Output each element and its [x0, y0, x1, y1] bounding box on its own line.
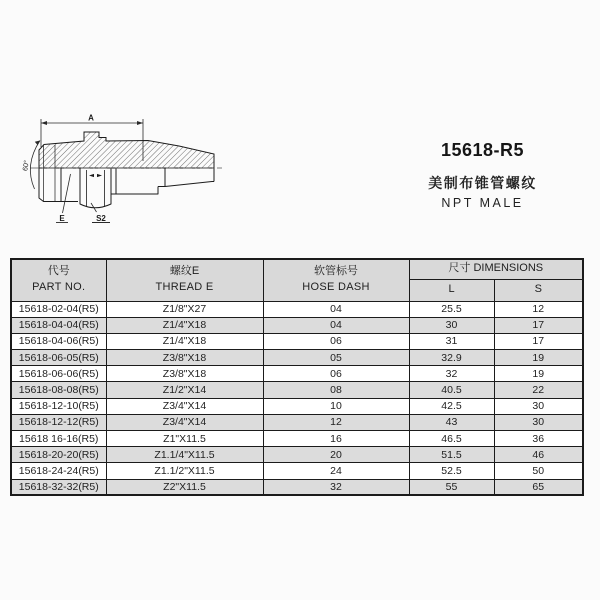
- cell-l: 32.9: [409, 350, 494, 366]
- cell-s: 30: [494, 414, 583, 430]
- cell-thread: Z1/4"X18: [106, 333, 263, 349]
- cell-s: 17: [494, 317, 583, 333]
- cell-hose-dash: 05: [263, 350, 409, 366]
- table-row: [11, 431, 583, 447]
- cell-thread: Z3/4"X14: [106, 398, 263, 414]
- cell-thread: Z3/4"X14: [106, 414, 263, 430]
- cell-hose-dash: 06: [263, 333, 409, 349]
- cell-hose-dash: 08: [263, 382, 409, 398]
- part-model-title: 15618-R5: [440, 140, 525, 160]
- cell-hose-dash: 24: [263, 463, 409, 479]
- table-row: [11, 398, 583, 414]
- cell-part-no: 15618-06-06(R5): [11, 366, 106, 382]
- cell-l: 55: [409, 479, 494, 495]
- cell-l: 43: [409, 414, 494, 430]
- col-header-part-no: [11, 259, 106, 301]
- cell-hose-dash: 16: [263, 431, 409, 447]
- table-row: [11, 382, 583, 398]
- cell-hose-dash: 06: [263, 366, 409, 382]
- cell-l: 32: [409, 366, 494, 382]
- table-row: [11, 447, 583, 463]
- cell-part-no: 15618-06-05(R5): [11, 350, 106, 366]
- col-header-thread-en: THREAD E: [155, 281, 214, 294]
- cell-s: 65: [494, 479, 583, 495]
- cell-thread: Z1/2"X14: [106, 382, 263, 398]
- spec-table-header: [11, 259, 583, 301]
- cell-thread: Z3/8"X18: [106, 366, 263, 382]
- cell-s: 46: [494, 447, 583, 463]
- table-row: [11, 366, 583, 382]
- cell-l: 52.5: [409, 463, 494, 479]
- col-header-s: S: [494, 279, 583, 301]
- cell-part-no: 15618 16-16(R5): [11, 431, 106, 447]
- cell-part-no: 15618-04-06(R5): [11, 333, 106, 349]
- cell-s: 12: [494, 301, 583, 317]
- cell-s: 19: [494, 366, 583, 382]
- cell-l: 40.5: [409, 382, 494, 398]
- cell-thread: Z2"X11.5: [106, 479, 263, 495]
- cell-s: 22: [494, 382, 583, 398]
- col-header-dimensions: 尺寸 DIMENSIONS: [409, 259, 583, 279]
- cell-part-no: 15618-20-20(R5): [11, 447, 106, 463]
- table-row: [11, 479, 583, 495]
- fitting-technical-drawing: [18, 103, 233, 235]
- cell-part-no: 15618-12-12(R5): [11, 414, 106, 430]
- title-block: [385, 140, 580, 210]
- cell-l: 42.5: [409, 398, 494, 414]
- cell-s: 19: [494, 350, 583, 366]
- cell-s: 30: [494, 398, 583, 414]
- cell-thread: Z3/8"X18: [106, 350, 263, 366]
- table-row: [11, 414, 583, 430]
- table-row: [11, 350, 583, 366]
- cell-hose-dash: 20: [263, 447, 409, 463]
- cell-part-no: 15618-02-04(R5): [11, 301, 106, 317]
- cell-part-no: 15618-24-24(R5): [11, 463, 106, 479]
- cell-s: 17: [494, 333, 583, 349]
- hex-size-arrows: [89, 174, 102, 177]
- thread-label: E: [59, 214, 65, 223]
- cell-l: 46.5: [409, 431, 494, 447]
- cell-hose-dash: 04: [263, 317, 409, 333]
- table-row: [11, 333, 583, 349]
- cell-thread: Z1.1/4"X11.5: [106, 447, 263, 463]
- table-row: [11, 301, 583, 317]
- cell-hose-dash: 04: [263, 301, 409, 317]
- table-row: [11, 463, 583, 479]
- col-header-hose-en: HOSE DASH: [302, 281, 370, 294]
- cell-thread: Z1"X11.5: [106, 431, 263, 447]
- hex-label: S2: [96, 214, 106, 223]
- cell-s: 50: [494, 463, 583, 479]
- cell-l: 51.5: [409, 447, 494, 463]
- cell-s: 36: [494, 431, 583, 447]
- col-header-part-no-cn: 代号: [47, 265, 70, 278]
- col-header-l: L: [409, 279, 494, 301]
- col-header-hose-cn: 软管标号: [314, 265, 358, 278]
- cell-l: 25.5: [409, 301, 494, 317]
- cell-thread: Z1/8"X27: [106, 301, 263, 317]
- cell-part-no: 15618-04-04(R5): [11, 317, 106, 333]
- cell-l: 30: [409, 317, 494, 333]
- col-header-thread-cn: 螺纹E: [169, 265, 200, 278]
- table-row: [11, 317, 583, 333]
- cell-hose-dash: 12: [263, 414, 409, 430]
- spec-table: [10, 258, 584, 496]
- dim-a-label: A: [88, 113, 94, 123]
- cell-hose-dash: 32: [263, 479, 409, 495]
- angle-label: 60°: [22, 159, 31, 172]
- col-header-thread: [106, 259, 263, 301]
- section-hatched-body: [39, 132, 214, 168]
- col-header-hose-dash: [263, 259, 409, 301]
- spec-table-body: [11, 301, 583, 495]
- cell-thread: Z1.1/2"X11.5: [106, 463, 263, 479]
- subtitle-english: NPT MALE: [441, 196, 524, 210]
- subtitle-chinese: 美制布锥管螺纹: [428, 175, 537, 191]
- col-header-part-no-en: PART NO.: [32, 281, 86, 294]
- cell-part-no: 15618-12-10(R5): [11, 398, 106, 414]
- cell-thread: Z1/4"X18: [106, 317, 263, 333]
- cell-part-no: 15618-32-32(R5): [11, 479, 106, 495]
- cell-part-no: 15618-08-08(R5): [11, 382, 106, 398]
- cell-l: 31: [409, 333, 494, 349]
- cell-hose-dash: 10: [263, 398, 409, 414]
